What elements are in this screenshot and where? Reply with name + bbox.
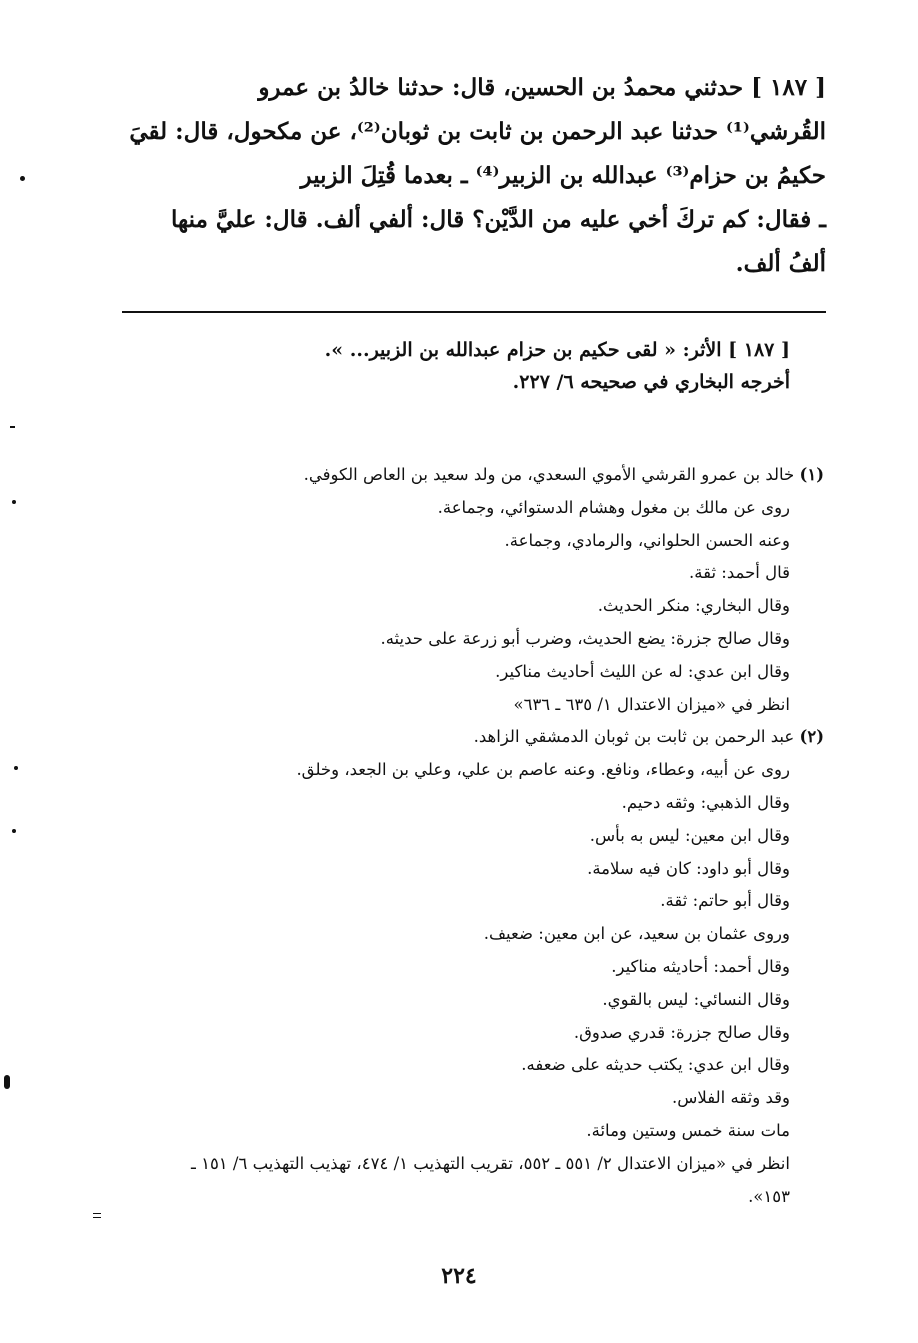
scan-speck (12, 500, 16, 504)
main-text-line: [ ١٨٧ ] حدثني محمدُ بن الحسين، قال: حدثنا خالدُ بن عمرو (258, 74, 826, 101)
footnote-line: وقال الذهبي: وثقه دحيم. (621, 792, 790, 812)
footnotes (100, 459, 824, 1213)
footnote-line: وقال أحمد: أحاديثه مناكير. (611, 956, 790, 976)
footnote-divider (122, 311, 826, 313)
scan-speck (20, 176, 25, 181)
scan-speck (10, 426, 15, 428)
footnote-line: وقال ابن عدي: يكتب حديثه على ضعفه. (521, 1055, 790, 1075)
footnote-line: وقال صالح جزرة: قدري صدوق. (573, 1022, 790, 1042)
main-text-line: ـ فقال: كم تركَ أخي عليه من الدَّيْن؟ قال: ألفي ألف. قال: عليَّ منها (171, 206, 826, 233)
footnote-1-title (100, 459, 824, 492)
footnote-line: قال أحمد: ثقة. (689, 563, 790, 583)
footnote-line: وقال النسائي: ليس بالقوي. (602, 989, 790, 1009)
footnote-reference: انظر في «ميزان الاعتدال ٢/ ٥٥١ ـ ٥٥٢، تقريب التهذيب ١/ ٤٧٤، تهذيب التهذيب ٦/ ١٥١ ـ (190, 1153, 790, 1173)
scan-speck (93, 1217, 101, 1218)
footnote-line: وقال البخاري: منكر الحديث. (597, 596, 790, 616)
footnote-title-text: عبد الرحمن بن ثابت بن ثوبان الدمشقي الزاهد. (473, 727, 795, 747)
footnote-line: وقال أبو حاتم: ثقة. (660, 891, 790, 911)
main-narration (112, 66, 826, 286)
footnote-2-title (100, 721, 824, 754)
footnote-reference: ١٥٣». (748, 1186, 790, 1206)
main-text-line: ألفُ ألف. (735, 250, 826, 277)
main-text-line: حكيمُ بن حزام⁽³⁾ عبدالله بن الزبير⁽⁴⁾ ـ بعدما قُتِلَ الزبير (300, 162, 826, 189)
footnote-line: روى عن مالك بن مغول وهشام الدستوائي، وجماعة. (437, 497, 790, 517)
footnote-line: وقد وثقه الفلاس. (672, 1088, 790, 1108)
scan-speck (4, 1075, 10, 1089)
scan-speck (14, 766, 18, 770)
scan-speck (93, 1213, 101, 1214)
page-number: ٢٢٤ (441, 1263, 477, 1289)
footnote-number: (١) (799, 465, 824, 484)
main-text-line: القُرشي⁽¹⁾ حدثنا عبد الرحمن بن ثابت بن ثوبان⁽²⁾، عن مكحول، قال: لقيَ (129, 118, 826, 145)
athar-line: [ ١٨٧ ] الأثر: « لقى حكيم بن حزام عبدالله بن الزبير... ». (324, 339, 790, 361)
footnote-line: وقال ابن معين: ليس به بأس. (589, 825, 790, 845)
footnote-line: وقال صالح جزرة: يضع الحديث، وضرب أبو زرعة على حديثه. (380, 628, 790, 648)
footnote-line: وقال ابن عدي: له عن الليث أحاديث مناكير. (495, 661, 790, 681)
footnote-line: وقال أبو داود: كان فيه سلامة. (587, 858, 790, 878)
footnote-line: مات سنة خمس وستين ومائة. (586, 1120, 790, 1140)
athar-line: أخرجه البخاري في صحيحه ٦/ ٢٢٧. (512, 371, 790, 393)
footnote-line: روى عن أبيه، وعطاء، ونافع. وعنه عاصم بن علي، وعلي بن الجعد، وخلق. (296, 760, 790, 780)
footnote-title-text: خالد بن عمرو القرشي الأموي السعدي، من ولد سعيد بن العاص الكوفي. (303, 465, 795, 484)
footnote-line: وروى عثمان بن سعيد، عن ابن معين: ضعيف. (483, 924, 790, 944)
footnote-number: (٢) (799, 727, 824, 747)
footnote-line: انظر في «ميزان الاعتدال ١/ ٦٣٥ ـ ٦٣٦» (513, 694, 790, 714)
footnote-line: وعنه الحسن الحلواني، والرمادي، وجماعة. (504, 530, 790, 550)
athar-reference (250, 334, 790, 398)
scan-speck (12, 829, 16, 833)
